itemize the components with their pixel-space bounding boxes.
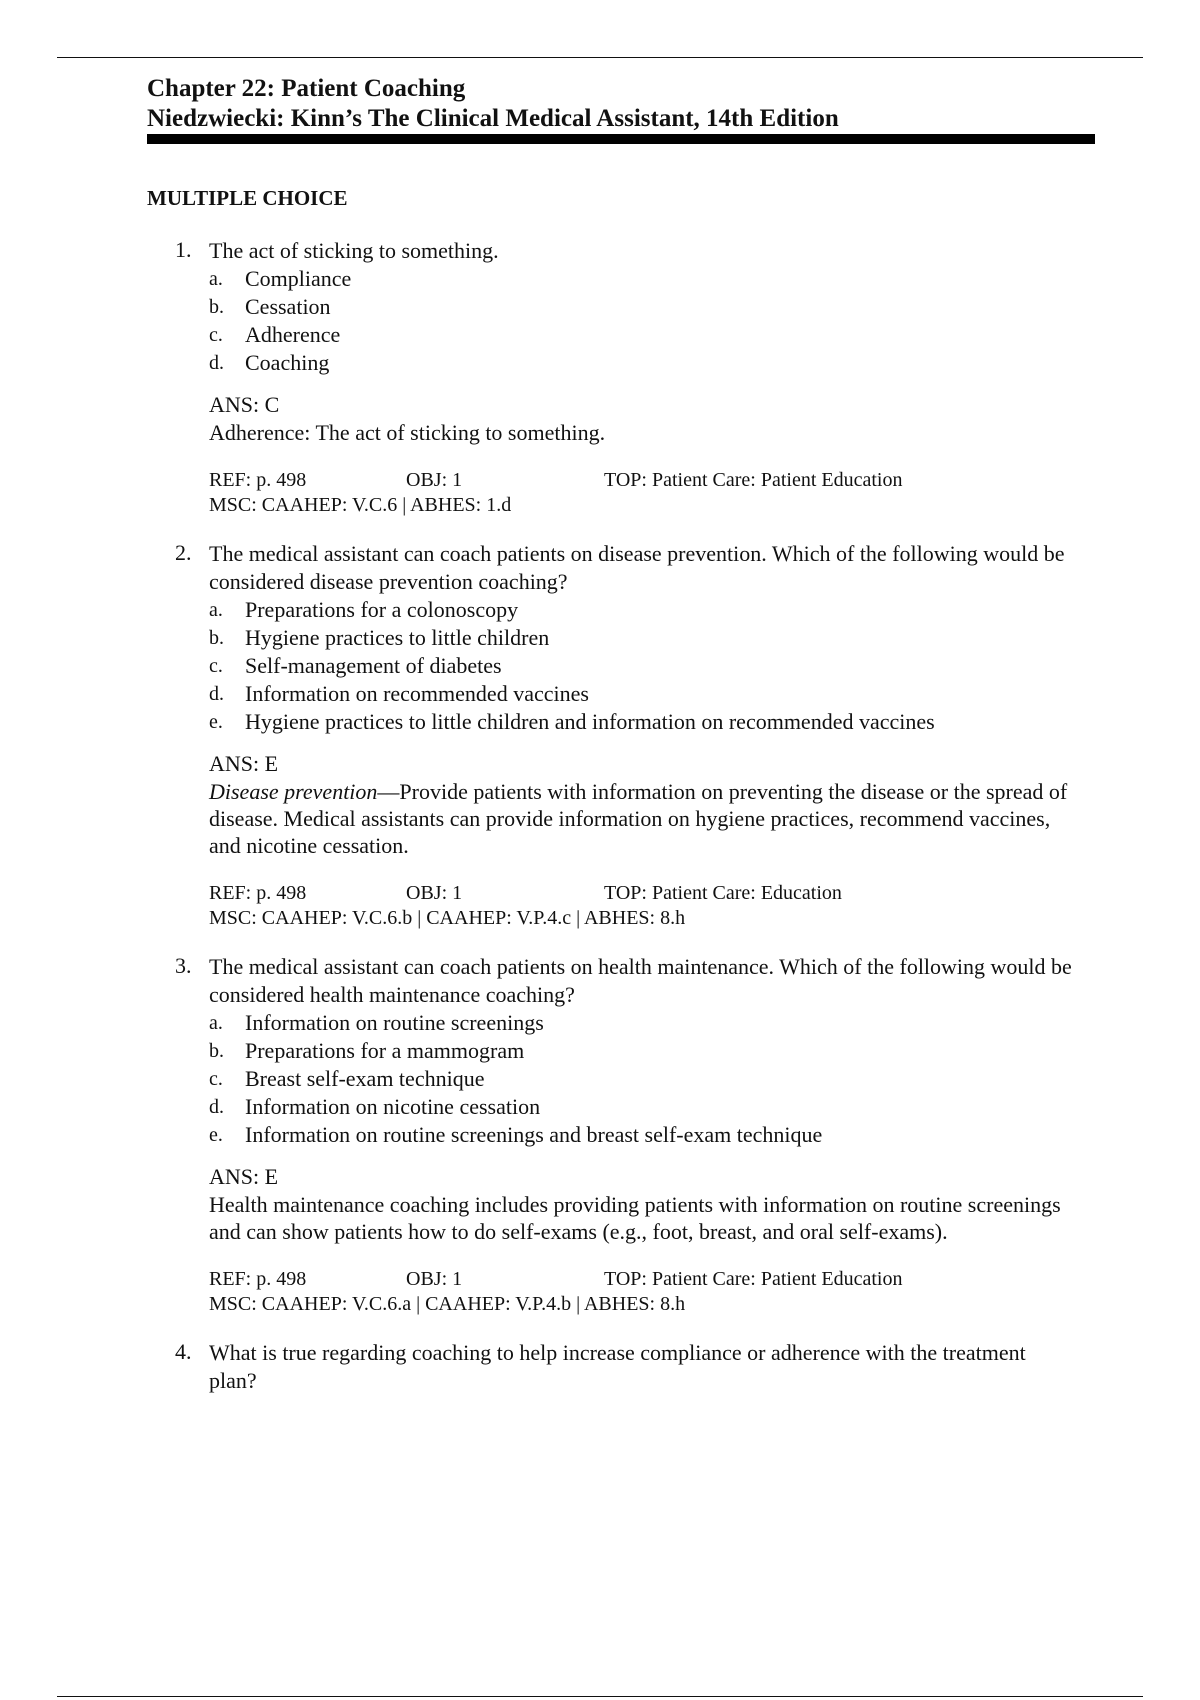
msc-value: MSC: CAAHEP: V.C.6.b | CAAHEP: V.P.4.c | ABHES: 8.h — [209, 907, 686, 929]
obj-value: OBJ: 1 — [406, 882, 463, 904]
answer-key: ANS: E — [209, 751, 279, 776]
choice-d — [209, 1093, 1075, 1121]
choice-text: Adherence — [245, 322, 341, 347]
question-3 — [175, 953, 1075, 1317]
answer-key: ANS: E — [209, 1164, 279, 1189]
question-1 — [175, 237, 1075, 518]
question-4 — [175, 1339, 1075, 1395]
question-stem: What is true regarding coaching to help increase compliance or adherence with the treatment plan? — [209, 1340, 1026, 1393]
choice-d — [209, 680, 1075, 708]
header-divider — [147, 134, 1095, 144]
choice-letter: c. — [209, 324, 223, 346]
document-header — [147, 74, 1095, 134]
question-stem: The act of sticking to something. — [209, 238, 499, 263]
choice-text: Breast self-exam technique — [245, 1066, 485, 1091]
choice-b — [209, 624, 1075, 652]
choice-letter: d. — [209, 1096, 224, 1118]
choice-b — [209, 293, 1075, 321]
ref-value: REF: p. 498 — [209, 882, 307, 904]
question-number: 4. — [175, 1339, 192, 1364]
rationale-term: Disease prevention — [209, 779, 378, 804]
chapter-title: Chapter 22: Patient Coaching — [147, 75, 466, 102]
top-value: TOP: Patient Care: Education — [604, 882, 842, 904]
choice-c — [209, 652, 1075, 680]
ref-value: REF: p. 498 — [209, 1268, 307, 1290]
obj-value: OBJ: 1 — [406, 1268, 463, 1290]
choice-a — [209, 1009, 1075, 1037]
choice-a — [209, 265, 1075, 293]
rationale — [209, 1191, 1075, 1245]
bottom-rule — [57, 1696, 1143, 1697]
choice-text: Coaching — [245, 350, 330, 375]
choice-text: Hygiene practices to little children — [245, 625, 550, 650]
choice-text: Hygiene practices to little children and information on recommended vaccines — [245, 709, 935, 734]
question-metadata — [209, 1267, 1075, 1317]
book-title: Niedzwiecki: Kinn’s The Clinical Medical Assistant, 14th Edition — [147, 105, 839, 132]
choice-letter: b. — [209, 1040, 224, 1062]
rationale — [209, 419, 1075, 446]
choice-b — [209, 1037, 1075, 1065]
choice-c — [209, 1065, 1075, 1093]
choice-text: Preparations for a mammogram — [245, 1038, 525, 1063]
choice-text: Compliance — [245, 266, 352, 291]
choice-letter: c. — [209, 1068, 223, 1090]
question-number: 2. — [175, 540, 192, 565]
choice-letter: e. — [209, 711, 223, 733]
top-rule — [57, 57, 1143, 58]
choice-letter: b. — [209, 296, 224, 318]
choice-text: Self-management of diabetes — [245, 653, 502, 678]
question-metadata — [209, 468, 1075, 518]
obj-value: OBJ: 1 — [406, 469, 463, 491]
question-number: 3. — [175, 953, 192, 978]
top-value: TOP: Patient Care: Patient Education — [604, 1268, 903, 1290]
question-stem: The medical assistant can coach patients on health maintenance. Which of the following would be considered health maintenance coaching? — [209, 954, 1072, 1007]
choice-a — [209, 596, 1075, 624]
rationale-text: —Provide patients with information on preventing the disease or the spread of disease. Medical assistants can provide information on hygiene practices, recommend vaccines, and nicotine cessation. — [209, 779, 1068, 858]
section-title: MULTIPLE CHOICE — [147, 186, 348, 210]
msc-value: MSC: CAAHEP: V.C.6 | ABHES: 1.d — [209, 494, 512, 516]
choice-e — [209, 708, 1075, 736]
choice-letter: b. — [209, 627, 224, 649]
ref-value: REF: p. 498 — [209, 469, 307, 491]
choice-c — [209, 321, 1075, 349]
msc-value: MSC: CAAHEP: V.C.6.a | CAAHEP: V.P.4.b | ABHES: 8.h — [209, 1293, 686, 1315]
choice-text: Information on routine screenings — [245, 1010, 544, 1035]
question-2 — [175, 540, 1075, 931]
choice-letter: d. — [209, 352, 224, 374]
question-list — [175, 237, 1075, 1417]
choice-letter: e. — [209, 1124, 223, 1146]
question-stem: The medical assistant can coach patients on disease prevention. Which of the following would be considered disease prevention coaching? — [209, 541, 1065, 594]
rationale-text: Adherence: The act of sticking to something. — [209, 420, 606, 445]
question-number: 1. — [175, 237, 192, 262]
rationale — [209, 778, 1075, 859]
choice-text: Information on recommended vaccines — [245, 681, 589, 706]
top-value: TOP: Patient Care: Patient Education — [604, 469, 903, 491]
choice-text: Information on routine screenings and breast self-exam technique — [245, 1122, 823, 1147]
question-metadata — [209, 881, 1075, 931]
choice-e — [209, 1121, 1075, 1149]
choice-letter: a. — [209, 268, 223, 290]
choice-letter: c. — [209, 655, 223, 677]
choice-text: Cessation — [245, 294, 331, 319]
choice-letter: d. — [209, 683, 224, 705]
choice-text: Information on nicotine cessation — [245, 1094, 541, 1119]
rationale-text: Health maintenance coaching includes providing patients with information on routine screenings and can show patients how to do self-exams (e.g., foot, breast, and oral self-exams). — [209, 1192, 1061, 1244]
choice-text: Preparations for a colonoscopy — [245, 597, 519, 622]
choice-letter: a. — [209, 599, 223, 621]
answer-key: ANS: C — [209, 392, 280, 417]
choice-d — [209, 349, 1075, 377]
choice-letter: a. — [209, 1012, 223, 1034]
